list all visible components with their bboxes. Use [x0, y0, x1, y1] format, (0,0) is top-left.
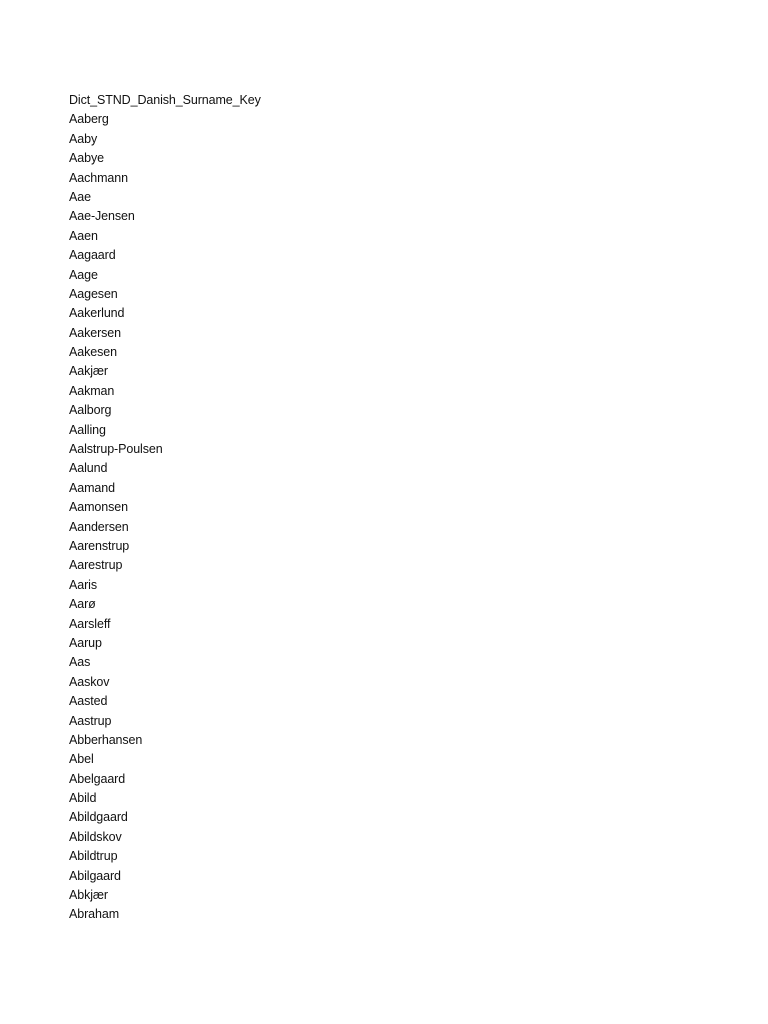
list-item: Aagesen: [69, 286, 118, 301]
list-item: Abberhansen: [69, 732, 143, 747]
list-item: Aakersen: [69, 325, 122, 340]
list-item: Aakerlund: [69, 306, 125, 321]
list-item: Aarø: [69, 597, 96, 612]
list-item: Aaskov: [69, 674, 110, 689]
list-item: Abilgaard: [69, 868, 121, 883]
list-item: Aalling: [69, 422, 106, 437]
list-item: Aandersen: [69, 519, 129, 534]
surname-list: [69, 91, 261, 925]
list-item: Aaberg: [69, 112, 109, 127]
list-item: Aagaard: [69, 248, 116, 263]
list-header: Dict_STND_Danish_Surname_Key: [69, 93, 261, 107]
list-item: Abkjær: [69, 888, 108, 903]
list-item: Aaby: [69, 131, 98, 146]
list-item: Aachmann: [69, 170, 128, 185]
list-item: Aae: [69, 189, 91, 204]
list-item: Aae-Jensen: [69, 209, 135, 224]
list-item: Aamonsen: [69, 500, 128, 515]
list-item: Abildtrup: [69, 849, 118, 864]
list-item: Aaen: [69, 228, 98, 243]
list-item: Aakesen: [69, 345, 117, 360]
list-item: Abildskov: [69, 829, 122, 844]
list-item: Aarenstrup: [69, 538, 130, 553]
list-item: Aamand: [69, 480, 115, 495]
list-item: Aaris: [69, 577, 97, 592]
list-item: Aarestrup: [69, 558, 123, 573]
list-item: Aalstrup-Poulsen: [69, 442, 163, 457]
list-item: Abild: [69, 791, 97, 806]
list-item: Aalund: [69, 461, 108, 476]
list-item: Abildgaard: [69, 810, 128, 825]
list-item: Abel: [69, 752, 94, 767]
list-item: Aabye: [69, 151, 104, 166]
list-item: Aage: [69, 267, 98, 282]
list-item: Aarup: [69, 635, 102, 650]
list-item: Aasted: [69, 694, 108, 709]
list-item: Aas: [69, 655, 91, 670]
list-item: Aakjær: [69, 364, 108, 379]
list-item: Abraham: [69, 907, 120, 922]
list-item: Aakman: [69, 383, 115, 398]
list-item: Aalborg: [69, 403, 112, 418]
list-item: Abelgaard: [69, 771, 126, 786]
list-item: Aastrup: [69, 713, 112, 728]
list-item: Aarsleff: [69, 616, 111, 631]
